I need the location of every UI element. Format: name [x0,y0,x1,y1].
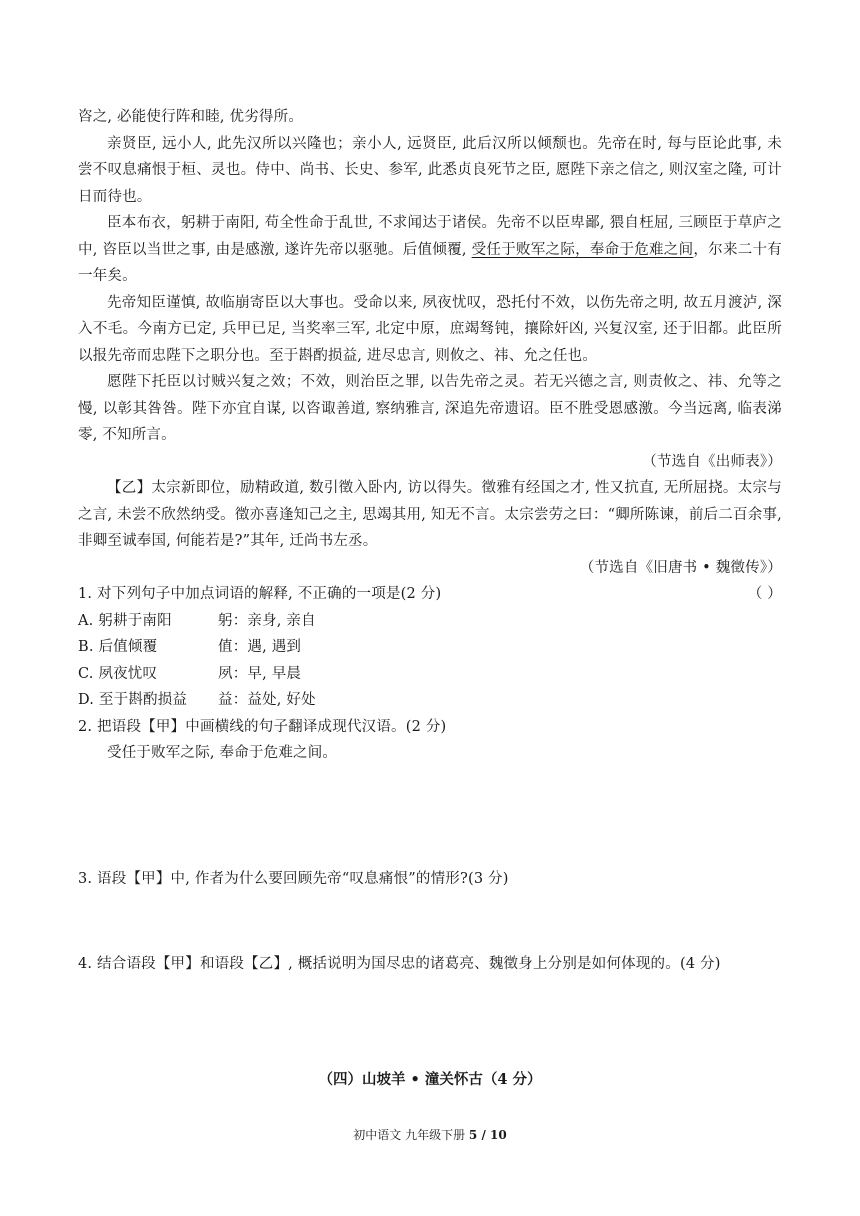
option-b [78,634,782,661]
option-explanation: 益：益处, 好处 [218,692,316,708]
option-c [78,661,782,688]
option-sentence: B. 后值倾覆 [78,639,158,655]
option-a [78,608,782,635]
question-1-options [78,608,782,714]
passage-yi: 【乙】太宗新即位，励精政道, 数引徵入卧内, 访以得失。徵雅有经国之才, 性又抗直, 无所屈挠。太宗与之言, 未尝不欣然纳受。徵亦喜逢知己之主, 思竭其用, 知无不言。太宗尝劳之曰：“卿所陈谏，前后二百余事, 非卿至诚奉国, 何能若是?”其年, 迁尚书左丞。 [78,480,782,549]
option-sentence: C. 夙夜忧叹 [78,665,158,682]
answer-bracket: （ ） [747,586,782,602]
source-citation-2: （节选自《旧唐书 • 魏徵传》） [579,559,782,576]
option-sentence: D. 至于斟酌损益 [78,692,188,708]
question-1-text: 1. 对下列句子中加点词语的解释, 不正确的一项是(2 分) [78,586,442,602]
section-title: （四）山坡羊 • 潼关怀古（4 分） [318,1071,542,1088]
underlined-sentence: 受任于败军之际，奉命于危难之间 [471,241,694,258]
p2-text-after: ，尔来二十有一年矣。 [78,241,783,284]
passage-paragraph-4: 愿陛下托臣以讨贼兴复之效；不效，则治臣之罪, 以告先帝之灵。若无兴德之言, 则责攸之、祎、允等之慢, 以彰其咎咎。陛下亦宜自谋, 以咨诹善道, 察纳雅言, 深追先帝遗诏。臣不胜受恩感激。今当远离, 临表涕零, 不知所言。 [78,374,782,443]
option-sentence: A. 躬耕于南阳 [78,612,172,629]
question-2-sentence: 受任于败军之际, 奉命于危难之间。 [107,745,338,761]
footer-label: 初中语文 九年级下册 [353,1128,469,1142]
question-3: 3. 语段【甲】中, 作者为什么要回顾先帝“叹息痛恨”的情形?(3 分) [78,871,509,887]
passage-paragraph-2 [78,210,782,290]
page-number: 5 / 10 [468,1128,507,1142]
option-explanation: 夙：早, 早晨 [218,665,302,682]
passage-paragraph-0: 咨之, 必能使行阵和睦, 优劣得所。 [78,109,304,125]
passage-paragraph-3: 先帝知臣谨慎, 故临崩寄臣以大事也。受命以来, 夙夜忧叹，恐托付不效，以伤先帝之明, 故五月渡泸, 深入不毛。今南方已定, 兵甲已足, 当奖率三军, 北定中原，庶竭驽钝，攘除奸凶, 兴复汉室, 还于旧都。此臣所以报先帝而忠陛下之职分也。至于斟酌损益, 进尽忠言, 则攸之、祎、允之任也。 [78,294,782,364]
source-citation-1: （节选自《出师表》） [642,453,782,470]
question-2: 2. 把语段【甲】中画横线的句子翻译成现代汉语。(2 分) [78,718,447,735]
question-4-block [78,951,782,978]
option-d [78,687,782,714]
question-3-block [78,866,782,893]
page-footer [0,1126,860,1143]
passage-paragraph-1: 亲贤臣, 远小人, 此先汉所以兴隆也；亲小人, 远贤臣, 此后汉所以倾颓也。先帝在时, 每与臣论此事, 未尝不叹息痛恨于桓、灵也。侍中、尚书、长史、参军, 此悉贞良死节之臣, 愿陛下亲之信之, 则汉室之隆, 可计日而待也。 [78,135,782,205]
passage-jia [78,104,782,767]
option-explanation: 值：遇, 遇到 [218,639,302,655]
question-1 [78,581,782,608]
p2-text-before: 臣本布衣，躬耕于南阳, 苟全性命于乱世, 不求闻达于诸侯。先帝不以臣卑鄙, 猥自枉屈, 三顾臣于草庐之中, 咨臣以当世之事, 由是感激, 遂许先帝以驱驰。后值倾覆, [78,215,782,258]
option-explanation: 躬：亲身, 亲自 [218,612,316,629]
question-4: 4. 结合语段【甲】和语段【乙】, 概括说明为国尽忠的诸葛亮、魏徵身上分别是如何体现的。(4 分) [78,956,721,972]
